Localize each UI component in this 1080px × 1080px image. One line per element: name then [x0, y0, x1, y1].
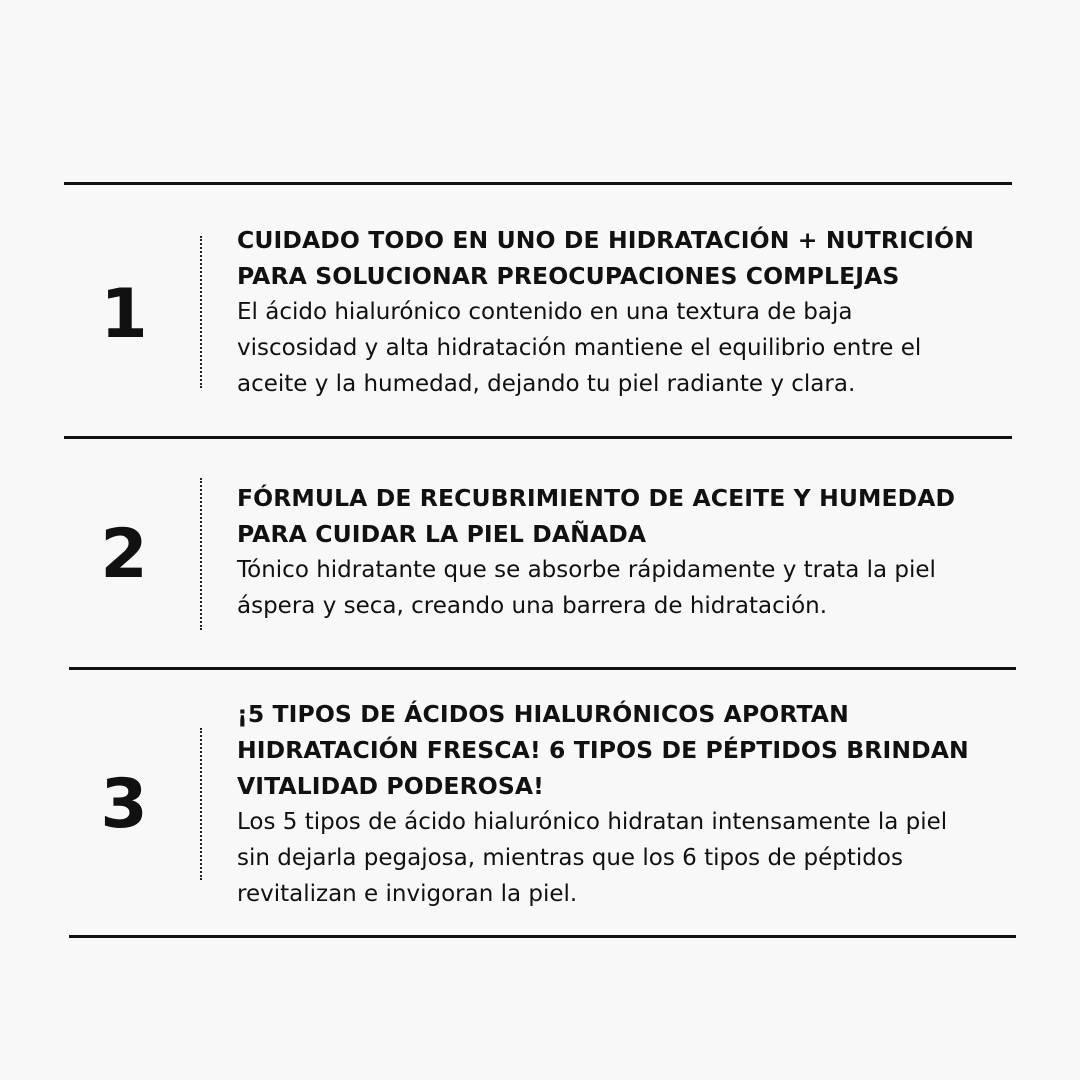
dotted-separator	[200, 236, 202, 388]
item-number: 2	[100, 515, 148, 594]
item-body-line: revitalizan e invigoran la piel.	[237, 881, 578, 907]
item-body-line: áspera y seca, creando una barrera de hidratación.	[237, 593, 828, 619]
dotted-separator	[200, 478, 202, 630]
divider-bottom	[69, 935, 1016, 938]
item-title-line: PARA CUIDAR LA PIEL DAÑADA	[237, 520, 647, 548]
item-body-line: Tónico hidratante que se absorbe rápidamente y trata la piel	[237, 557, 936, 583]
item-number: 3	[100, 765, 148, 844]
divider-top	[64, 182, 1012, 185]
dotted-separator	[200, 728, 202, 880]
divider-2-3	[69, 667, 1016, 670]
item-title-line: VITALIDAD PODEROSA!	[237, 772, 544, 800]
item-text	[237, 480, 1027, 624]
item-body-line: aceite y la humedad, dejando tu piel radiante y clara.	[237, 371, 856, 397]
divider-1-2	[64, 436, 1012, 439]
item-body-line: sin dejarla pegajosa, mientras que los 6 tipos de péptidos	[237, 845, 903, 871]
item-body-line: viscosidad y alta hidratación mantiene el equilibrio entre el	[237, 335, 922, 361]
item-title-line: FÓRMULA DE RECUBRIMIENTO DE ACEITE Y HUMEDAD	[237, 484, 956, 512]
item-text	[237, 222, 1027, 402]
item-body-line: Los 5 tipos de ácido hialurónico hidratan intensamente la piel	[237, 809, 948, 835]
item-title-line: ¡5 TIPOS DE ÁCIDOS HIALURÓNICOS APORTAN	[237, 700, 849, 728]
item-title-line: CUIDADO TODO EN UNO DE HIDRATACIÓN + NUTRICIÓN	[237, 226, 974, 254]
item-title-line: PARA SOLUCIONAR PREOCUPACIONES COMPLEJAS	[237, 262, 900, 290]
item-number: 1	[100, 275, 148, 354]
item-body-line: El ácido hialurónico contenido en una textura de baja	[237, 299, 853, 325]
item-text	[237, 696, 1027, 912]
item-title-line: HIDRATACIÓN FRESCA! 6 TIPOS DE PÉPTIDOS BRINDAN	[237, 736, 969, 764]
